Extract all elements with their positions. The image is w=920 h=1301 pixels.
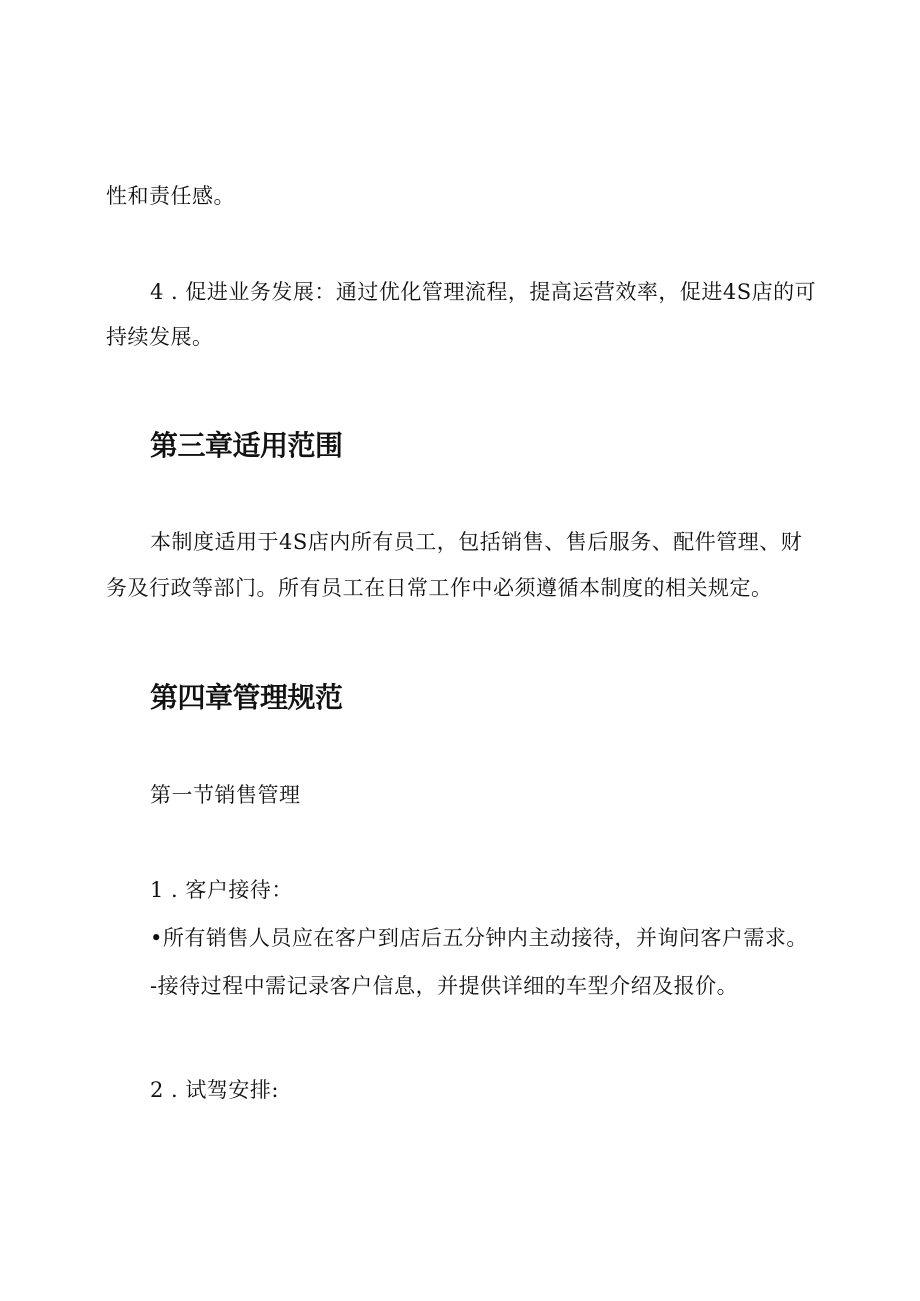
item-1-bullet-2: -接待过程中需记录客户信息，并提供详细的车型介绍及报价。 (150, 974, 739, 998)
item-1-bullet-1: •所有销售人员应在客户到店后五分钟内主动接待，并询问客户需求。 (150, 926, 808, 950)
scope-paragraph-line-1: 本制度适用于4S店内所有员工，包括销售、售后服务、配件管理、财 (150, 530, 803, 554)
chapter-3-heading: 第三章适用范围 (150, 429, 343, 462)
section-1-title: 第一节销售管理 (150, 783, 301, 807)
list-item-4-line-2: 持续发展。 (106, 325, 214, 349)
paragraph-continuation: 性和责任感。 (106, 184, 235, 208)
item-2-title: 2 . 试驾安排: (150, 1078, 279, 1102)
item-1-title: 1 . 客户接待： (150, 878, 293, 902)
scope-paragraph-line-2: 务及行政等部门。所有员工在日常工作中必须遵循本制度的相关规定。 (106, 576, 773, 600)
chapter-4-heading: 第四章管理规范 (150, 681, 343, 714)
list-item-4-line-1: 4 . 促进业务发展：通过优化管理流程，提高运营效率，促进4S店的可 (150, 280, 817, 304)
